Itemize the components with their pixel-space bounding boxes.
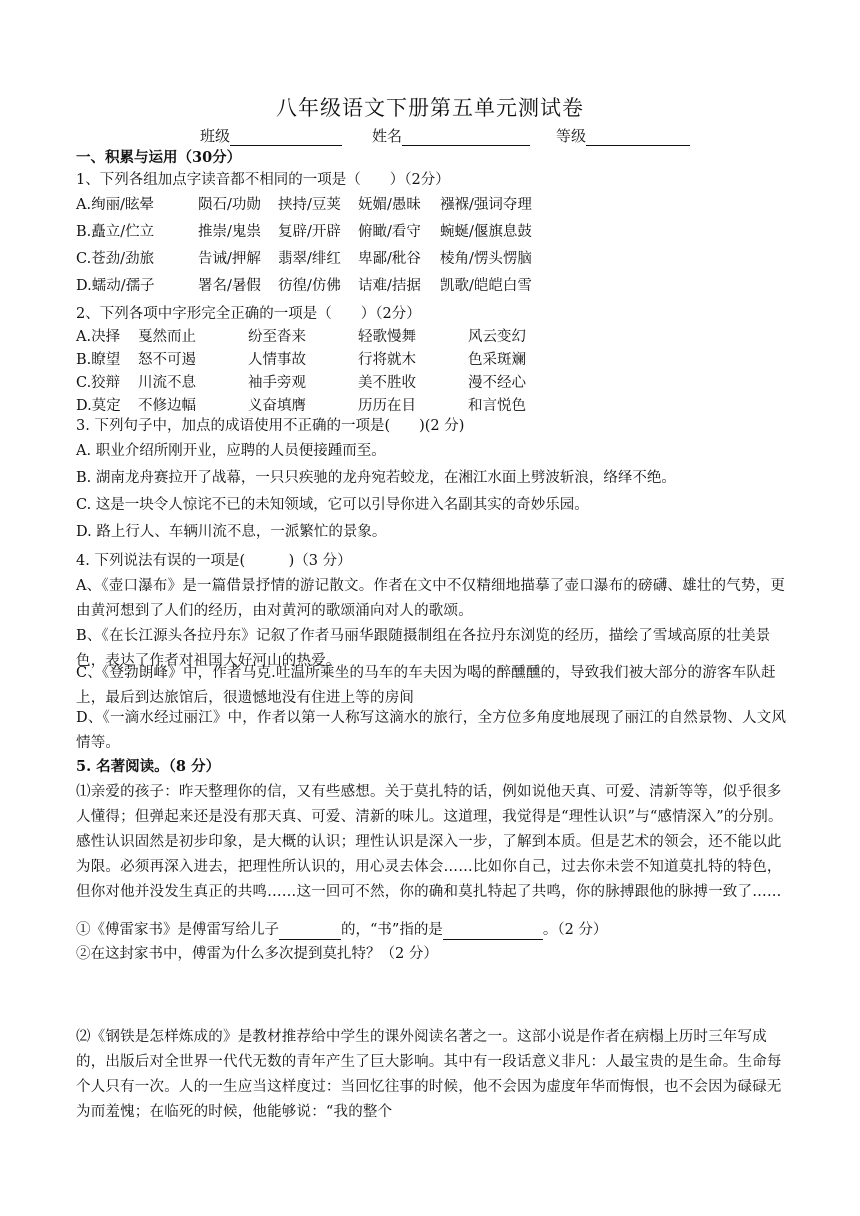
q1-option-b [76, 222, 788, 242]
name-label: 姓名 [372, 127, 403, 145]
option-cell: 陨石/功勋 [198, 197, 261, 213]
option-cell: 卑鄙/秕谷 [358, 251, 421, 267]
option-cell: 襁褓/强词夺理 [440, 197, 532, 213]
answer-blank[interactable] [279, 923, 341, 940]
option-cell: 棱角/愣头愣脑 [440, 251, 532, 267]
q4-option-c: C、《登勃朗峰》中，作者马克.吐温所乘坐的马车的车夫因为喝的醉醺醺的，导致我们被大部分的游客车队赶上，最后到达旅馆后，很遗憾地没有住进上等的房间 [76, 665, 776, 706]
class-blank[interactable] [230, 129, 342, 146]
option-cell: 翡翠/绯红 [278, 251, 341, 267]
option-cell: 妩媚/愚昧 [358, 197, 421, 213]
option-cell: 凯歌/皑皑白雪 [440, 278, 532, 294]
option-cell: 推崇/鬼祟 [198, 224, 261, 240]
q2-option-c [76, 373, 788, 393]
grade-blank[interactable] [586, 129, 690, 146]
option-cell: D.莫定 [76, 398, 121, 414]
q3-option-c: C. 这是一块令人惊诧不已的未知领域，它可以引导你进入名副其实的奇妙乐园。 [76, 497, 589, 513]
option-cell: B.瞭望 [76, 352, 121, 368]
q5-stem: 5. 名著阅读。（8 分） [76, 758, 221, 775]
option-cell: 纷至沓来 [248, 329, 306, 345]
option-cell: 俯瞰/看守 [358, 224, 421, 240]
option-cell: 怒不可遏 [138, 352, 196, 368]
option-cell: 风云变幻 [468, 329, 526, 345]
q5-passage-1: ⑴亲爱的孩子：昨天整理你的信，又有些感想。关于莫扎特的话，例如说他天真、可爱、清新等等，似乎很多人懂得；但弹起来还是没有那天真、可爱、清新的味儿。这道理，我觉得是“理性认识”与“感情深入”的分别。感性认识固然是初步印象，是大概的认识；理性认识是深入一步，了解到本质。但是艺术的领会，还不能以此为限。必须再深入进去，把理性所认识的，用心灵去体会……比如你自己，过去你未尝不知道莫扎特的特色，但你对他并没发生真正的共鸣……这一回可不然，你的确和莫扎特起了共鸣，你的脉搏跟他的脉搏一致了…… [76, 784, 783, 900]
q4-option-b: B、《在长江源头各拉丹东》记叙了作者马丽华跟随摄制组在各拉丹东浏览的经历，描绘了雪域高原的壮美景色，表达了作者对祖国大好河山的热爱。 [76, 628, 771, 669]
option-cell: 行将就木 [358, 352, 416, 368]
option-cell: D.蠕动/孺子 [76, 278, 155, 294]
option-cell: 色采斑斓 [468, 352, 526, 368]
sub1-text: ①《傅雷家书》是傅雷写给儿子 [76, 922, 279, 938]
grade-label: 等级 [556, 127, 587, 145]
option-cell: 义奋填膺 [248, 398, 306, 414]
q2-option-d [76, 396, 788, 416]
option-cell: C.苍劲/劲旅 [76, 251, 155, 267]
q4-stem: 4. 下列说法有误的一项是( )（3 分） [76, 553, 352, 569]
class-label: 班级 [200, 127, 231, 145]
name-blank[interactable] [402, 129, 530, 146]
option-cell: 诘难/拮据 [358, 278, 421, 294]
q1-option-a [76, 195, 788, 215]
sub1-text: 的，“书”指的是 [341, 922, 443, 938]
option-cell: 袖手旁观 [248, 375, 306, 391]
q5-subquestion-1 [76, 920, 788, 940]
option-cell: 历历在目 [358, 398, 416, 414]
sub1-text: 。（2 分） [542, 922, 608, 938]
answer-blank[interactable] [443, 923, 543, 940]
option-cell: 戛然而止 [138, 329, 196, 345]
q4-option-a: A、《壶口瀑布》是一篇借景抒情的游记散文。作者在文中不仅精细地描摹了壶口瀑布的磅礴、雄壮的气势，更由黄河想到了人们的经历，由对黄河的歌颂涌向对人的歌颂。 [76, 578, 786, 619]
q1-stem: 1、下列各组加点字读音都不相同的一项是（ ）（2分） [76, 172, 450, 188]
option-cell: 不修边幅 [138, 398, 196, 414]
option-cell: 人情事故 [248, 352, 306, 368]
option-cell: 复辟/开辟 [278, 224, 341, 240]
option-cell: 轻歌慢舞 [358, 329, 416, 345]
q3-option-b: B. 湖南龙舟赛拉开了战幕，一只只疾驰的龙舟宛若蛟龙，在湘江水面上劈波斩浪，络绎不绝。 [76, 470, 676, 486]
q4-option-d: D、《一滴水经过丽江》中，作者以第一人称写这滴水的旅行，全方位多角度地展现了丽江的自然景物、人文风情等。 [76, 710, 787, 751]
section-heading: 一、积累与运用（30分） [76, 149, 242, 166]
option-cell: B.矗立/伫立 [76, 224, 155, 240]
option-cell: 告诫/押解 [198, 251, 261, 267]
option-cell: 署名/暑假 [198, 278, 261, 294]
q5-subquestion-2: ②在这封家书中，傅雷为什么多次提到莫扎特？（2 分） [76, 946, 438, 962]
option-cell: 川流不息 [138, 375, 196, 391]
option-cell: 挟持/豆荚 [278, 197, 341, 213]
option-cell: C.狡辩 [76, 375, 121, 391]
grade-field [556, 126, 690, 146]
q3-option-d: D. 路上行人、车辆川流不息，一派繁忙的景象。 [76, 524, 387, 540]
class-field [200, 126, 342, 146]
option-cell: A.决择 [76, 329, 121, 345]
q1-option-d [76, 276, 788, 296]
name-field [372, 126, 530, 146]
q2-stem: 2、下列各项中字形完全正确的一项是（ ）（2分） [76, 306, 421, 322]
q5-passage-2: ⑵《钢铁是怎样炼成的》是教材推荐给中学生的课外阅读名著之一。这部小说是作者在病榻上历时三年写成的，出版后对全世界一代代无数的青年产生了巨大影响。其中有一段话意义非凡：人最宝贵的是生命。生命每个人只有一次。人的一生应当这样度过：当回忆往事的时候，他不会因为虚度年华而悔恨，也不会因为碌碌无为而羞愧；在临死的时候，他能够说：“我的整个 [76, 1029, 782, 1120]
q3-option-a: A. 职业介绍所刚开业，应聘的人员便接踵而至。 [76, 443, 386, 459]
option-cell: 漫不经心 [468, 375, 526, 391]
page-title: 八年级语文下册第五单元测试卷 [276, 96, 584, 120]
option-cell: 美不胜收 [358, 375, 416, 391]
q3-stem: 3. 下列句子中，加点的成语使用不正确的一项是( )(2 分) [76, 418, 465, 434]
option-cell: 蜿蜒/偃旗息鼓 [440, 224, 532, 240]
option-cell: 彷徨/仿佛 [278, 278, 341, 294]
option-cell: 和言悦色 [468, 398, 526, 414]
q2-option-a [76, 327, 788, 347]
q2-option-b [76, 350, 788, 370]
q1-option-c [76, 249, 788, 269]
option-cell: A.绚丽/眩晕 [76, 197, 154, 213]
